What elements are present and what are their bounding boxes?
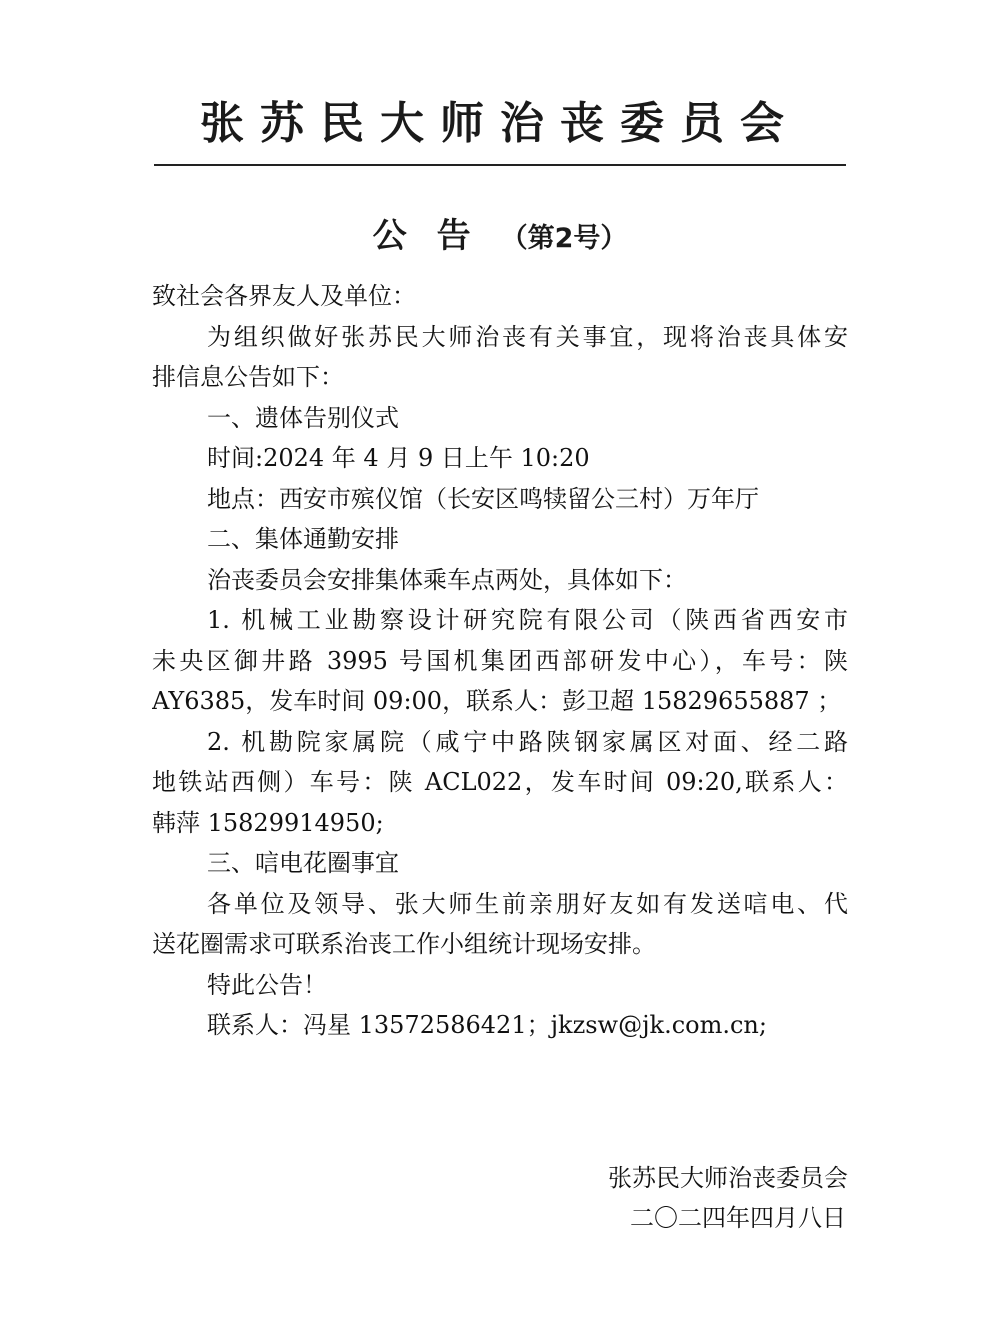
signature-org: 张苏民大师治丧委员会	[608, 1164, 848, 1192]
closing-statement: 特此公告！	[207, 970, 327, 999]
bus-item-2-line-2: 地铁站西侧）车号：陕 ACL022，发车时间 09:20,联系人：	[152, 768, 848, 796]
signature-date: 二〇二四年四月八日	[630, 1204, 846, 1232]
notice-number: （第2号）	[500, 223, 628, 254]
notice-heading	[0, 210, 1000, 268]
section-2-title: 二、集体通勤安排	[207, 525, 399, 553]
bus-item-2-line-3: 韩萍 15829914950;	[152, 808, 384, 837]
section-2-intro: 治丧委员会安排集体乘车点两处，具体如下：	[207, 565, 687, 594]
notice-body	[152, 276, 848, 1046]
intro-line-2: 排信息公告如下：	[152, 363, 344, 391]
bus-item-1-line-3: AY6385，发车时间 09:00，联系人：彭卫超 15829655887 ；	[152, 687, 842, 715]
document-header-title: 张苏民大师治丧委员会	[200, 98, 800, 149]
bus-item-1-line-2: 未央区御井路 3995 号国机集团西部研发中心），车号：陕	[152, 646, 848, 675]
section-3-line-2: 送花圈需求可联系治丧工作小组统计现场安排。	[152, 930, 656, 958]
bus-item-2-line-1: 2. 机勘院家属院（咸宁中路陕钢家属区对面、经二路	[207, 727, 848, 756]
signature-block	[608, 1158, 848, 1238]
section-1-time: 时间:2024 年 4 月 9 日上午 10:20	[207, 444, 590, 472]
bus-item-1-line-1: 1. 机械工业勘察设计研究院有限公司（陕西省西安市	[207, 606, 848, 634]
section-1-title: 一、遗体告别仪式	[207, 403, 399, 432]
section-3-title: 三、唁电花圈事宜	[207, 849, 399, 877]
salutation: 致社会各界友人及单位：	[152, 282, 416, 310]
contact-line: 联系人：冯星 13572586421；jkzsw@jk.com.cn;	[207, 1011, 767, 1039]
notice-word: 公告	[372, 216, 501, 256]
section-1-place: 地点：西安市殡仪馆（长安区鸣犊留公三村）万年厅	[207, 484, 759, 513]
section-3-line-1: 各单位及领导、张大师生前亲朋好友如有发送唁电、代	[207, 889, 848, 918]
header-divider	[154, 164, 846, 166]
intro-line-1: 为组织做好张苏民大师治丧有关事宜，现将治丧具体安	[207, 322, 848, 351]
